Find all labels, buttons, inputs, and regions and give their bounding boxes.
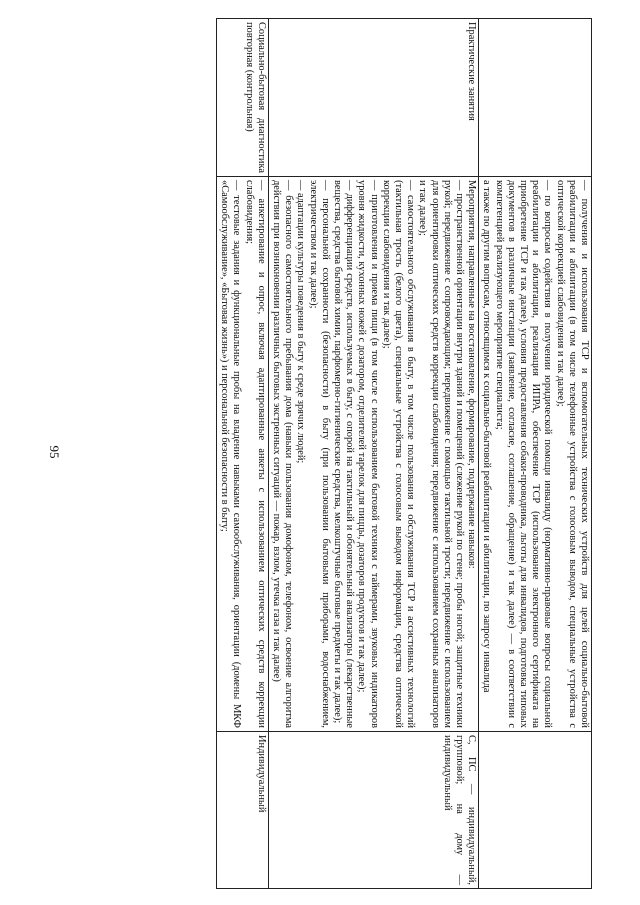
content-paragraph: — адаптации культуры поведения в быту к среде зрячих людей;	[295, 180, 307, 464]
table-row	[268, 19, 478, 889]
form-cell: С, ПС — индивидуальный, групповой; на дому — индивидуальный	[268, 732, 478, 889]
content-paragraph: — получения и использования ТСР и вспомогательных технических устройств для целей социально-бытовой реабилитации и абилитации (в том числе телефонные устройства с голосовым выводом, специальные устройства с оптической коррекцией слабовидения и так далее);	[554, 180, 590, 728]
content-paragraph: — анкетирование и опрос, включая адаптированные анкеты с использованием оптических средств коррекции слабовидения;	[243, 180, 267, 728]
rehabilitation-table	[216, 18, 592, 889]
page-number: 95	[47, 445, 62, 459]
content-paragraph: — персональной сохранности (безопасности) в быту (при пользовании бытовыми приборами, водоснабжением, электричеством и так далее);	[307, 180, 331, 728]
content-paragraph: — дифференциации средств, используемых в быту, с опорой на тактильный и обонятельный анализаторы (лекарственные вещества, средства бытовой химии, парфюмерно-гигиенические средства, мелкоштучные бытовые предметы и так далее);	[331, 180, 356, 728]
table-row	[216, 19, 268, 889]
table-row	[479, 19, 592, 889]
content-paragraph: — самостоятельного обслуживания в быту, в том числе пользования и обслуживания ТСР и ассистивных технологий (тактильная трость (белого цвета), специальные устройства с голосовым выводом информации, средства оптической коррекции слабовидения и так далее);	[380, 180, 417, 728]
activity-cell: Социально-бытовая диагностика повторная (контрольная)	[216, 19, 268, 177]
activity-cell	[479, 19, 592, 177]
form-cell: Индивидуальный	[216, 732, 268, 889]
content-paragraph: — приготовления и приема пищи (в том числе с использованием бытовой техники с таймерами, звуковых индикаторов уровня жидкости, кухонных ножей с дозатором, отделителей тарелок для пиццы, дозаторов продуктов и так далее);	[356, 180, 380, 728]
content-paragraph: — безопасного самостоятельного пребывания дома (навыки пользования домофоном, телефоном, освоение алгоритма действия при возникновении различных бытовых экстренных ситуаций — пожар, взлом, утечка газа и так далее)	[270, 180, 295, 728]
content-cell	[216, 177, 268, 732]
content-paragraph: — пространственной ориентации внутри зданий и помещений (слежение рукой по стене; пробы ногой; защитные техники рукой; передвижение с сопровождающим; передвижение с помощью тактильной трости; передвижение с использованием для ориентировки оптических средств коррекции слабовидения; передвижение с использованием сохранных анализаторов и так далее);	[417, 180, 465, 728]
content-paragraph: Мероприятия, направленные на восстановление, формирование, поддержание навыков:	[466, 180, 478, 569]
form-cell	[479, 732, 592, 889]
content-paragraph: — тестовые задания и функциональные пробы на владение навыками самообслуживания, ориентации (домены МКФ «Самообслуживание», «Бытовая жизнь») и персональной безопасности в быту;	[219, 180, 243, 728]
rotated-content	[77, 18, 592, 888]
activity-cell: Практические занятия	[268, 19, 478, 177]
content-paragraph: — по вопросам содействия в получении юридической помощи инвалиду (нормативно-правовые вопросы социальной реабилитации и абилитации, реализация ИПРА, обеспечение ТСР (использование электронного сертификата на приобретение ТСР и так далее), условия предоставления собаки-проводника, льготы для инвалидов, подготовка типовых документов в различные инстанции (заявление, согласие, соглашение, обращение) и так далее) — в соответствии с компетенцией реализующего мероприятие специалиста;	[493, 180, 554, 728]
rotated-page	[77, 18, 592, 888]
content-paragraph: а также по другим вопросам, относящимся к социально-бытовой реабилитации и абилитации, по запросу инвалида	[481, 180, 493, 693]
content-cell	[479, 177, 592, 732]
content-cell	[268, 177, 478, 732]
